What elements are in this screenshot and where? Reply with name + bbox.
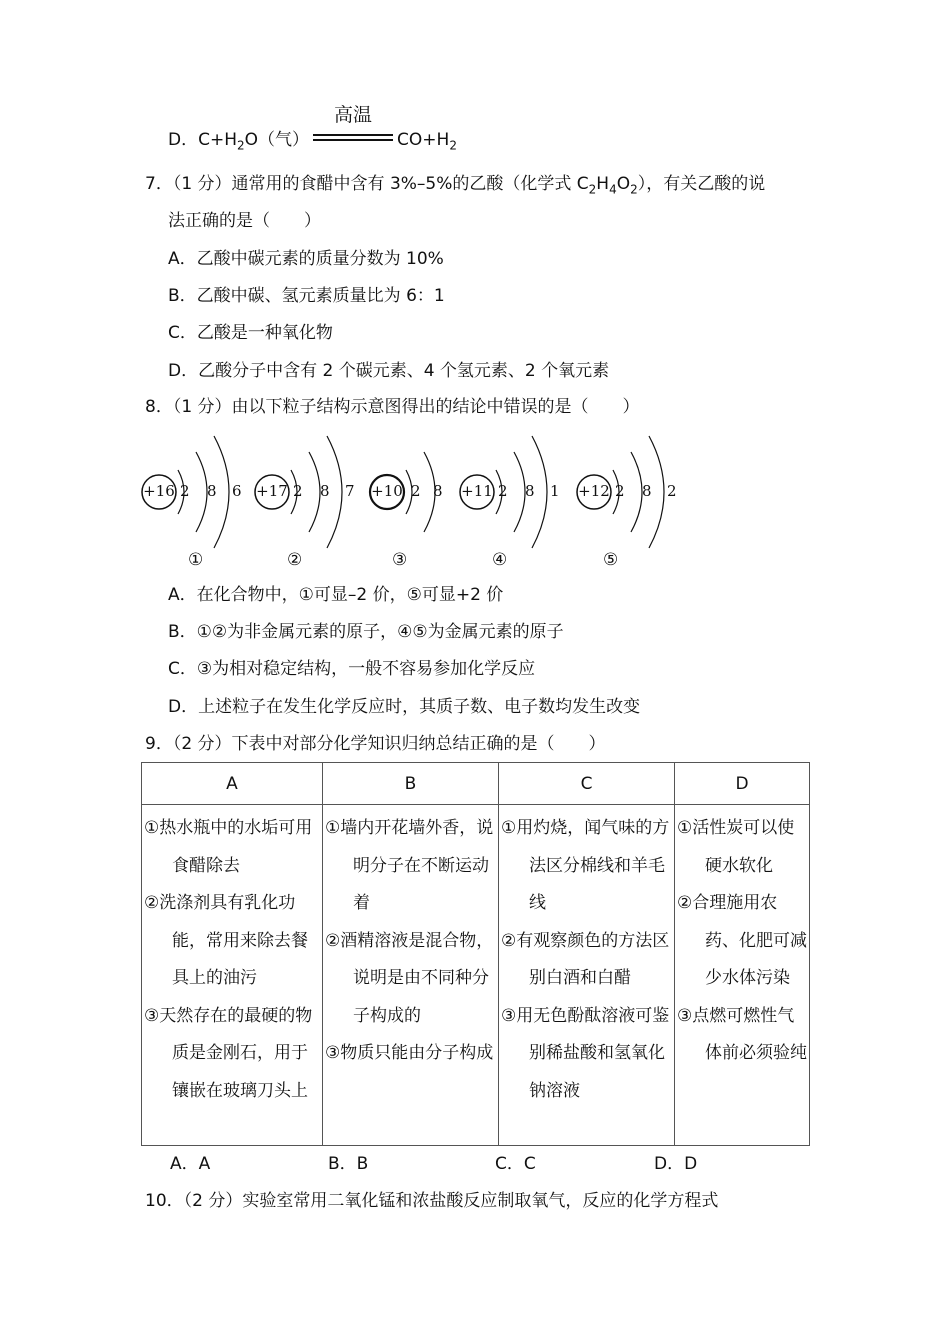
stem-text: H xyxy=(596,174,610,194)
electron-count: 1 xyxy=(550,482,560,500)
cell-item: ②有观察颜色的方法区别白酒和白醋 xyxy=(501,930,670,988)
q8-option-a: A．在化合物中，①可显–2 价，⑤可显+2 价 xyxy=(168,585,504,605)
q10-stem: 10．（2 分）实验室常用二氧化锰和浓盐酸反应制取氧气，反应的化学方程式 xyxy=(145,1191,719,1211)
electron-count: 8 xyxy=(525,482,535,500)
equation-mid: O（气） xyxy=(244,130,310,150)
electron-count: 2 xyxy=(180,482,190,500)
electron-count: 2 xyxy=(615,482,625,500)
nucleus-charge: +12 xyxy=(578,482,610,500)
atom-index: ③ xyxy=(392,550,408,570)
electron-count: 2 xyxy=(498,482,508,500)
subscript: 2 xyxy=(449,138,457,153)
q6-option-d xyxy=(168,104,457,153)
q8-option-c: C．③为相对稳定结构，一般不容易参加化学反应 xyxy=(168,659,536,679)
subscript: 4 xyxy=(609,182,617,197)
subscript: 2 xyxy=(630,182,638,197)
atom-diagram-1 xyxy=(138,430,248,578)
equation-right: CO+H xyxy=(397,130,450,150)
table-header: B xyxy=(323,763,499,805)
q8-option-b: B．①②为非金属元素的原子，④⑤为金属元素的原子 xyxy=(168,622,564,642)
cell-item: ①活性炭可以使硬水软化 xyxy=(677,818,795,876)
atom-index: ① xyxy=(188,550,204,570)
q7-option-b: B．乙酸中碳、氢元素质量比为 6：1 xyxy=(168,286,445,306)
q7-option-d: D．乙酸分子中含有 2 个碳元素、4 个氢元素、2 个氧元素 xyxy=(168,361,610,381)
table-header: C xyxy=(499,763,675,805)
stem-text: 7．（1 分）通常用的食醋中含有 3%–5%的乙酸（化学式 C xyxy=(145,174,589,194)
cell-item: ③用无色酚酞溶液可鉴别稀盐酸和氢氧化钠溶液 xyxy=(501,1005,670,1101)
q9-answer-c: C．C xyxy=(495,1154,536,1174)
table-row xyxy=(142,805,810,1146)
electron-count: 8 xyxy=(207,482,217,500)
electron-count: 2 xyxy=(667,482,677,500)
cell-item: ③点燃可燃性气体前必须验纯 xyxy=(677,1005,807,1063)
q7-option-a: A．乙酸中碳元素的质量分数为 10% xyxy=(168,249,444,269)
equals-bar-bottom xyxy=(313,139,393,141)
nucleus-charge: +11 xyxy=(461,482,493,500)
q7-option-c: C．乙酸是一种氧化物 xyxy=(168,323,333,343)
electron-count: 2 xyxy=(411,482,421,500)
reaction-condition: 高温 xyxy=(334,104,373,126)
electron-count: 8 xyxy=(320,482,330,500)
atom-index: ④ xyxy=(492,550,508,570)
equals-bar-top xyxy=(313,134,393,136)
cell-item: ①用灼烧，闻气味的方法区分棉线和羊毛线 xyxy=(501,818,670,913)
reaction-arrow xyxy=(311,104,395,148)
atom-diagram-2 xyxy=(251,430,361,578)
electron-count: 2 xyxy=(293,482,303,500)
nucleus-charge: +10 xyxy=(371,482,403,500)
subscript: 2 xyxy=(237,138,245,153)
atom-diagram-5 xyxy=(573,430,683,578)
atom-structure-diagrams xyxy=(138,430,698,578)
cell-item: ②酒精溶液是混合物，说明是由不同种分子构成的 xyxy=(325,930,494,1026)
atom-diagram-4 xyxy=(456,430,566,578)
nucleus-charge: +17 xyxy=(256,482,288,500)
cell-item: ①热水瓶中的水垢可用食醋除去 xyxy=(144,818,313,876)
option-label: D． xyxy=(168,130,199,150)
table-header: D xyxy=(675,763,810,805)
atom-index: ② xyxy=(287,550,303,570)
table-header-row xyxy=(142,763,810,805)
q7-stem-line2: 法正确的是（ ） xyxy=(168,211,321,231)
electron-count: 8 xyxy=(642,482,652,500)
stem-text: O xyxy=(616,174,631,194)
q8-stem: 8．（1 分）由以下粒子结构示意图得出的结论中错误的是（ ） xyxy=(145,397,640,417)
electron-count: 6 xyxy=(232,482,242,500)
electron-count: 7 xyxy=(345,482,355,500)
cell-item: ③天然存在的最硬的物质是金刚石，用于镶嵌在玻璃刀头上 xyxy=(144,1005,313,1101)
nucleus-charge: +16 xyxy=(143,482,175,500)
q9-answer-d: D．D xyxy=(654,1154,698,1174)
subscript: 2 xyxy=(588,182,597,197)
table-cell xyxy=(499,805,675,1146)
q9-stem: 9．（2 分）下表中对部分化学知识归纳总结正确的是（ ） xyxy=(145,734,606,754)
q9-answer-b: B．B xyxy=(328,1154,369,1174)
cell-item: ③物质只能由分子构成 xyxy=(325,1043,494,1063)
q7-stem-line1 xyxy=(145,173,765,195)
cell-item: ①墙内开花墙外香，说明分子在不断运动着 xyxy=(325,818,494,913)
table-header: A xyxy=(142,763,323,805)
electron-count: 8 xyxy=(433,482,443,500)
q8-option-d: D．上述粒子在发生化学反应时，其质子数、电子数均发生改变 xyxy=(168,697,641,717)
table-cell xyxy=(142,805,323,1146)
table-cell xyxy=(675,805,810,1146)
cell-item: ②合理施用农药、化肥可减少水体污染 xyxy=(677,893,807,988)
atom-index: ⑤ xyxy=(603,550,619,570)
cell-item: ②洗涤剂具有乳化功能，常用来除去餐具上的油污 xyxy=(144,893,308,988)
q9-answer-a: A．A xyxy=(170,1154,211,1174)
stem-text: ），有关乙酸的说 xyxy=(637,174,766,194)
table-cell xyxy=(323,805,499,1146)
equation-left: C+H xyxy=(198,130,237,150)
knowledge-table xyxy=(141,762,810,1146)
